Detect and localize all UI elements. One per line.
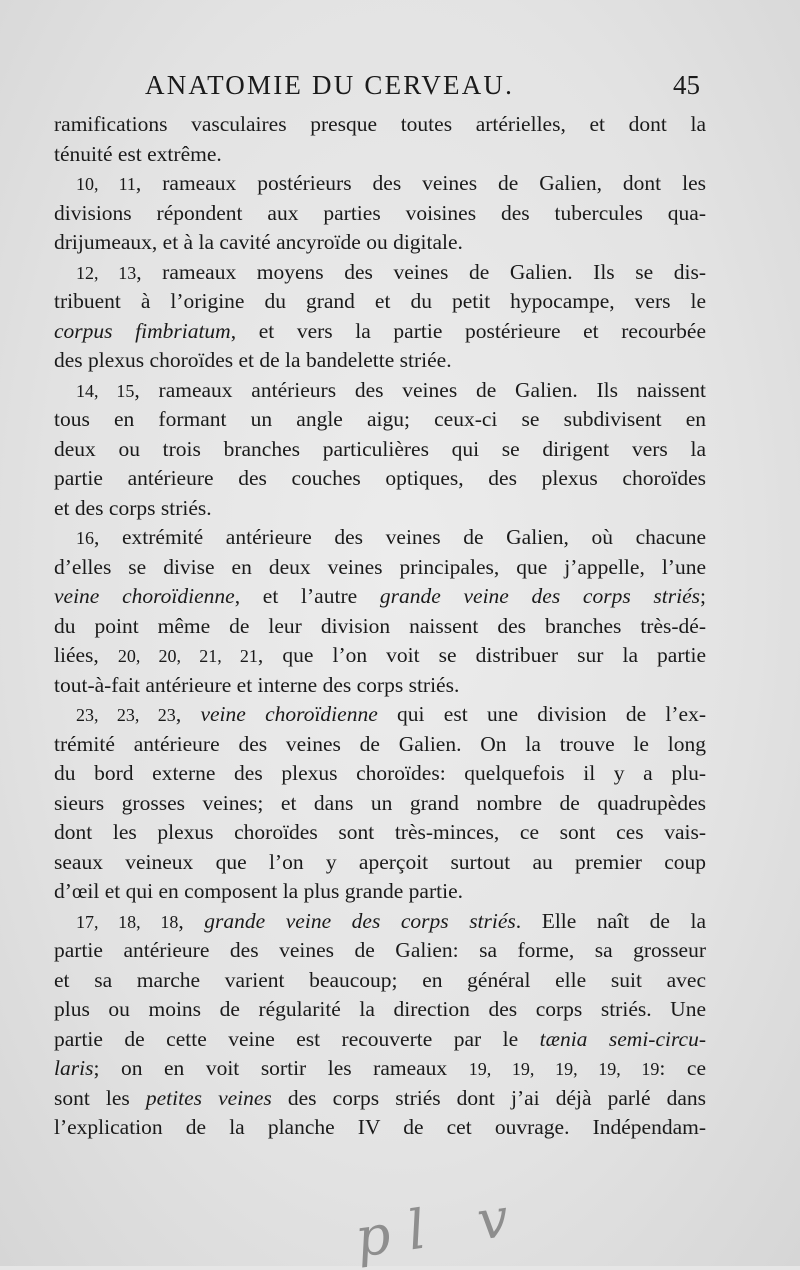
text-line: tous en formant un angle aigu; ceux-ci se subdivisent en bbox=[54, 407, 706, 431]
text-line: ténuité est extrême. bbox=[54, 141, 222, 166]
page-header bbox=[140, 66, 700, 106]
text-line: laris; on en voit sortir les rameaux 19, 19, 19, 19, 19: ce bbox=[54, 1056, 707, 1080]
figure-ref: 19, 19, 19, 19, 19 bbox=[468, 1059, 660, 1079]
figure-ref: 14, 15 bbox=[76, 380, 135, 401]
italic-term: grande veine des corps striés bbox=[379, 584, 701, 608]
text-line: partie antérieure des couches optiques, des plexus choroïdes bbox=[54, 466, 706, 490]
text-line: 14, 15, rameaux antérieurs des veines de Galien. Ils naissent bbox=[76, 377, 706, 402]
figure-ref: 20, 20, 21, 21 bbox=[117, 646, 258, 666]
page-number: 45 bbox=[673, 70, 700, 100]
text-line: tribuent à l’origine du grand et du petit hypocampe, vers le bbox=[54, 289, 706, 313]
text-line: 12, 13, rameaux moyens des veines de Galien. Ils se dis- bbox=[76, 259, 706, 284]
italic-term: veine choroïdienne bbox=[200, 702, 378, 726]
text-line: divisions répondent aux parties voisines des tubercules qua- bbox=[54, 200, 706, 225]
text-line: plus ou moins de régularité la direction des corps striés. Une bbox=[54, 997, 706, 1021]
text-line: dont les plexus choroïdes sont très-minces, ce sont ces vais- bbox=[54, 820, 706, 844]
italic-term: veine choroïdienne bbox=[54, 584, 235, 608]
italic-term: grande veine des corps striés bbox=[204, 908, 516, 933]
text-line: 17, 18, 18, grande veine des corps striés. Elle naît de la bbox=[76, 908, 707, 933]
italic-term: laris bbox=[54, 1056, 94, 1080]
text-line: partie de cette veine est recouverte par le tænia semi-circu- bbox=[54, 1026, 706, 1051]
figure-ref: 16 bbox=[76, 528, 94, 548]
text-line: des plexus choroïdes et de la bandelette striée. bbox=[54, 348, 452, 372]
text-line: partie antérieure des veines de Galien: sa forme, sa grosseur bbox=[54, 938, 706, 962]
text-line: et des corps striés. bbox=[54, 495, 212, 520]
text-line: l’explication de la planche IV de cet ouvrage. Indépendam- bbox=[54, 1115, 706, 1139]
text-line: 16, extrémité antérieure des veines de Galien, où chacune bbox=[76, 525, 706, 549]
italic-term: petites veines bbox=[145, 1085, 272, 1110]
text-line: du point même de leur division naissent des branches très-dé- bbox=[54, 613, 706, 638]
text-line: veine choroïdienne, et l’autre grande veine des corps striés; bbox=[54, 584, 706, 608]
text-line: d’elles se divise en deux veines principales, que j’appelle, l’une bbox=[54, 554, 706, 579]
handwritten-note: pl v bbox=[351, 1183, 531, 1270]
text-line: sont les petites veines des corps striés dont j’ai déjà parlé dans bbox=[54, 1085, 707, 1110]
running-title: ANATOMIE DU CERVEAU. bbox=[145, 70, 515, 100]
text-line: liées, 20, 20, 21, 21, que l’on voit se distribuer sur la partie bbox=[54, 643, 706, 667]
italic-term: tænia semi-circu- bbox=[539, 1026, 706, 1051]
figure-ref: 23, 23, 23 bbox=[76, 705, 176, 725]
figure-ref: 10, 11 bbox=[76, 174, 136, 194]
text-line: et sa marche varient beaucoup; en général elle suit avec bbox=[54, 967, 706, 992]
text-line: tout-à-fait antérieure et interne des corps striés. bbox=[54, 672, 460, 697]
text-line: 23, 23, 23, veine choroïdienne qui est une division de l’ex- bbox=[76, 702, 706, 726]
text-line: deux ou trois branches particulières qui se dirigent vers la bbox=[54, 436, 706, 461]
text-line: drijumeaux, et à la cavité ancyroïde ou digitale. bbox=[54, 230, 463, 254]
text-line: du bord externe des plexus choroïdes: quelquefois il y a plu- bbox=[54, 761, 706, 785]
text-line: 10, 11, rameaux postérieurs des veines de Galien, dont les bbox=[76, 171, 706, 195]
text-line: corpus fimbriatum, et vers la partie postérieure et recourbée bbox=[54, 318, 707, 343]
figure-ref: 12, 13 bbox=[76, 262, 137, 283]
text-line: d’œil et qui en composent la plus grande partie. bbox=[54, 879, 463, 903]
text-line: sieurs grosses veines; et dans un grand nombre de quadrupèdes bbox=[54, 790, 706, 815]
italic-term: corpus fimbriatum bbox=[54, 318, 231, 343]
body-text bbox=[54, 110, 706, 1143]
figure-ref: 17, 18, 18 bbox=[76, 911, 179, 932]
text-line: trémité antérieure des veines de Galien. On la trouve le long bbox=[54, 731, 706, 756]
text-line: ramifications vasculaires presque toutes artérielles, et dont la bbox=[54, 112, 706, 136]
text-line: seaux veineux que l’on y aperçoit surtout au premier coup bbox=[54, 849, 706, 874]
